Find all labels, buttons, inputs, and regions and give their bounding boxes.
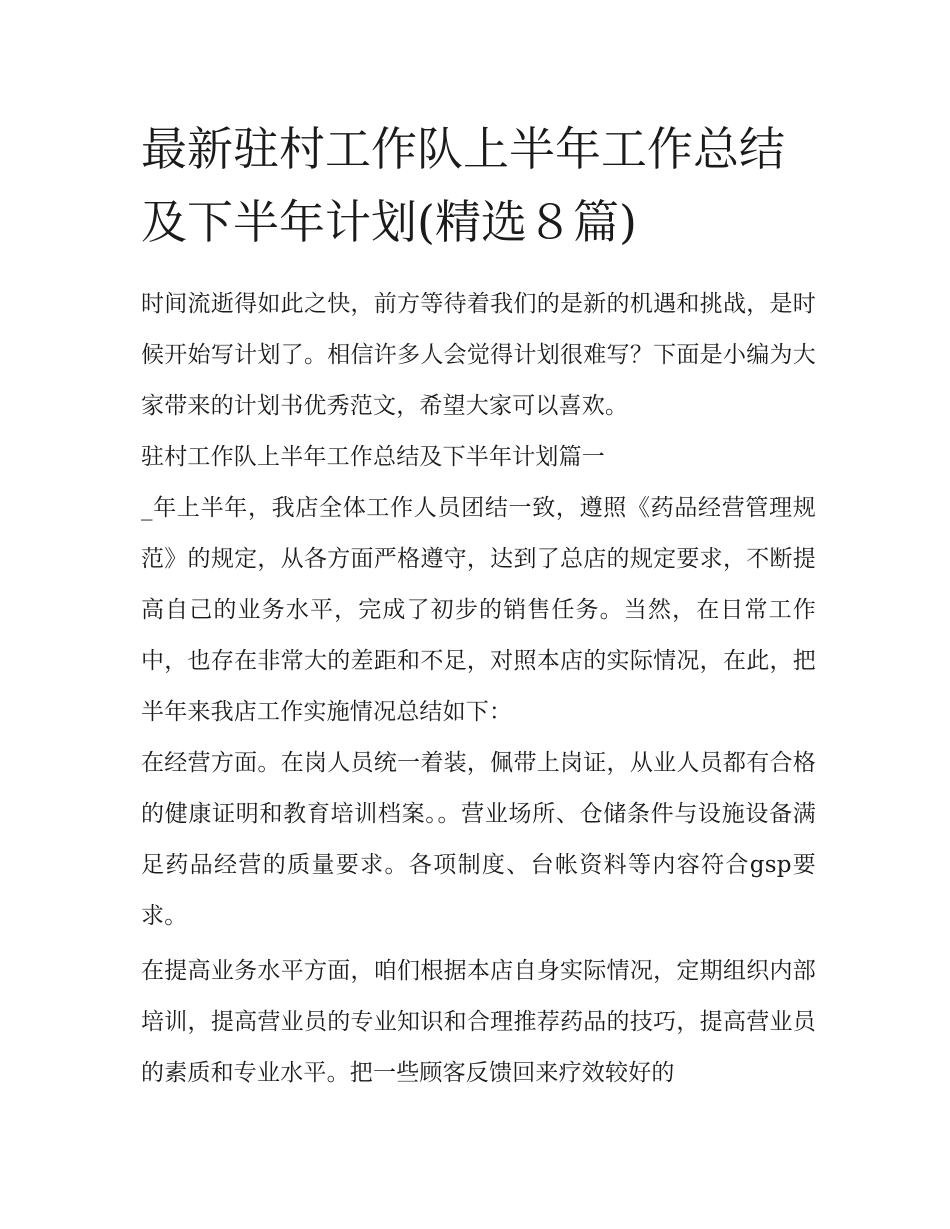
section-heading: 驻村工作队上半年工作总结及下半年计划篇一 bbox=[141, 444, 605, 470]
document-title: 最新驻村工作队上半年工作总结及下半年计划(精选８篇) bbox=[141, 122, 785, 249]
intro-paragraph: 时间流逝得如此之快，前方等待着我们的是新的机遇和挑战，是时候开始写计划了。相信许多人会觉得计划很难写？下面是小编为大家带来的计划书优秀范文，希望大家可以喜欢。 bbox=[141, 291, 816, 419]
body-paragraph: 在经营方面。在岗人员统一着装，佩带上岗证，从业人员都有合格的健康证明和教育培训档案。。营业场所、仓储条件与设施设备满足药品经营的质量要求。各项制度、台帐资料等内容符合gsp要求。 bbox=[141, 750, 816, 929]
body-paragraph: 在提高业务水平方面，咱们根据本店自身实际情况，定期组织内部培训，提高营业员的专业知识和合理推荐药品的技巧，提高营业员的素质和专业水平。把一些顾客反馈回来疗效较好的 bbox=[141, 958, 816, 1086]
document-body bbox=[141, 113, 816, 1099]
body-paragraph: _年上半年，我店全体工作人员团结一致，遵照《药品经营管理规范》的规定，从各方面严格遵守，达到了总店的规定要求，不断提高自己的业务水平，完成了初步的销售任务。当然，在日常工作中，也存在非常大的差距和不足，对照本店的实际情况，在此，把半年来我店工作实施情况总结如下： bbox=[141, 495, 816, 725]
